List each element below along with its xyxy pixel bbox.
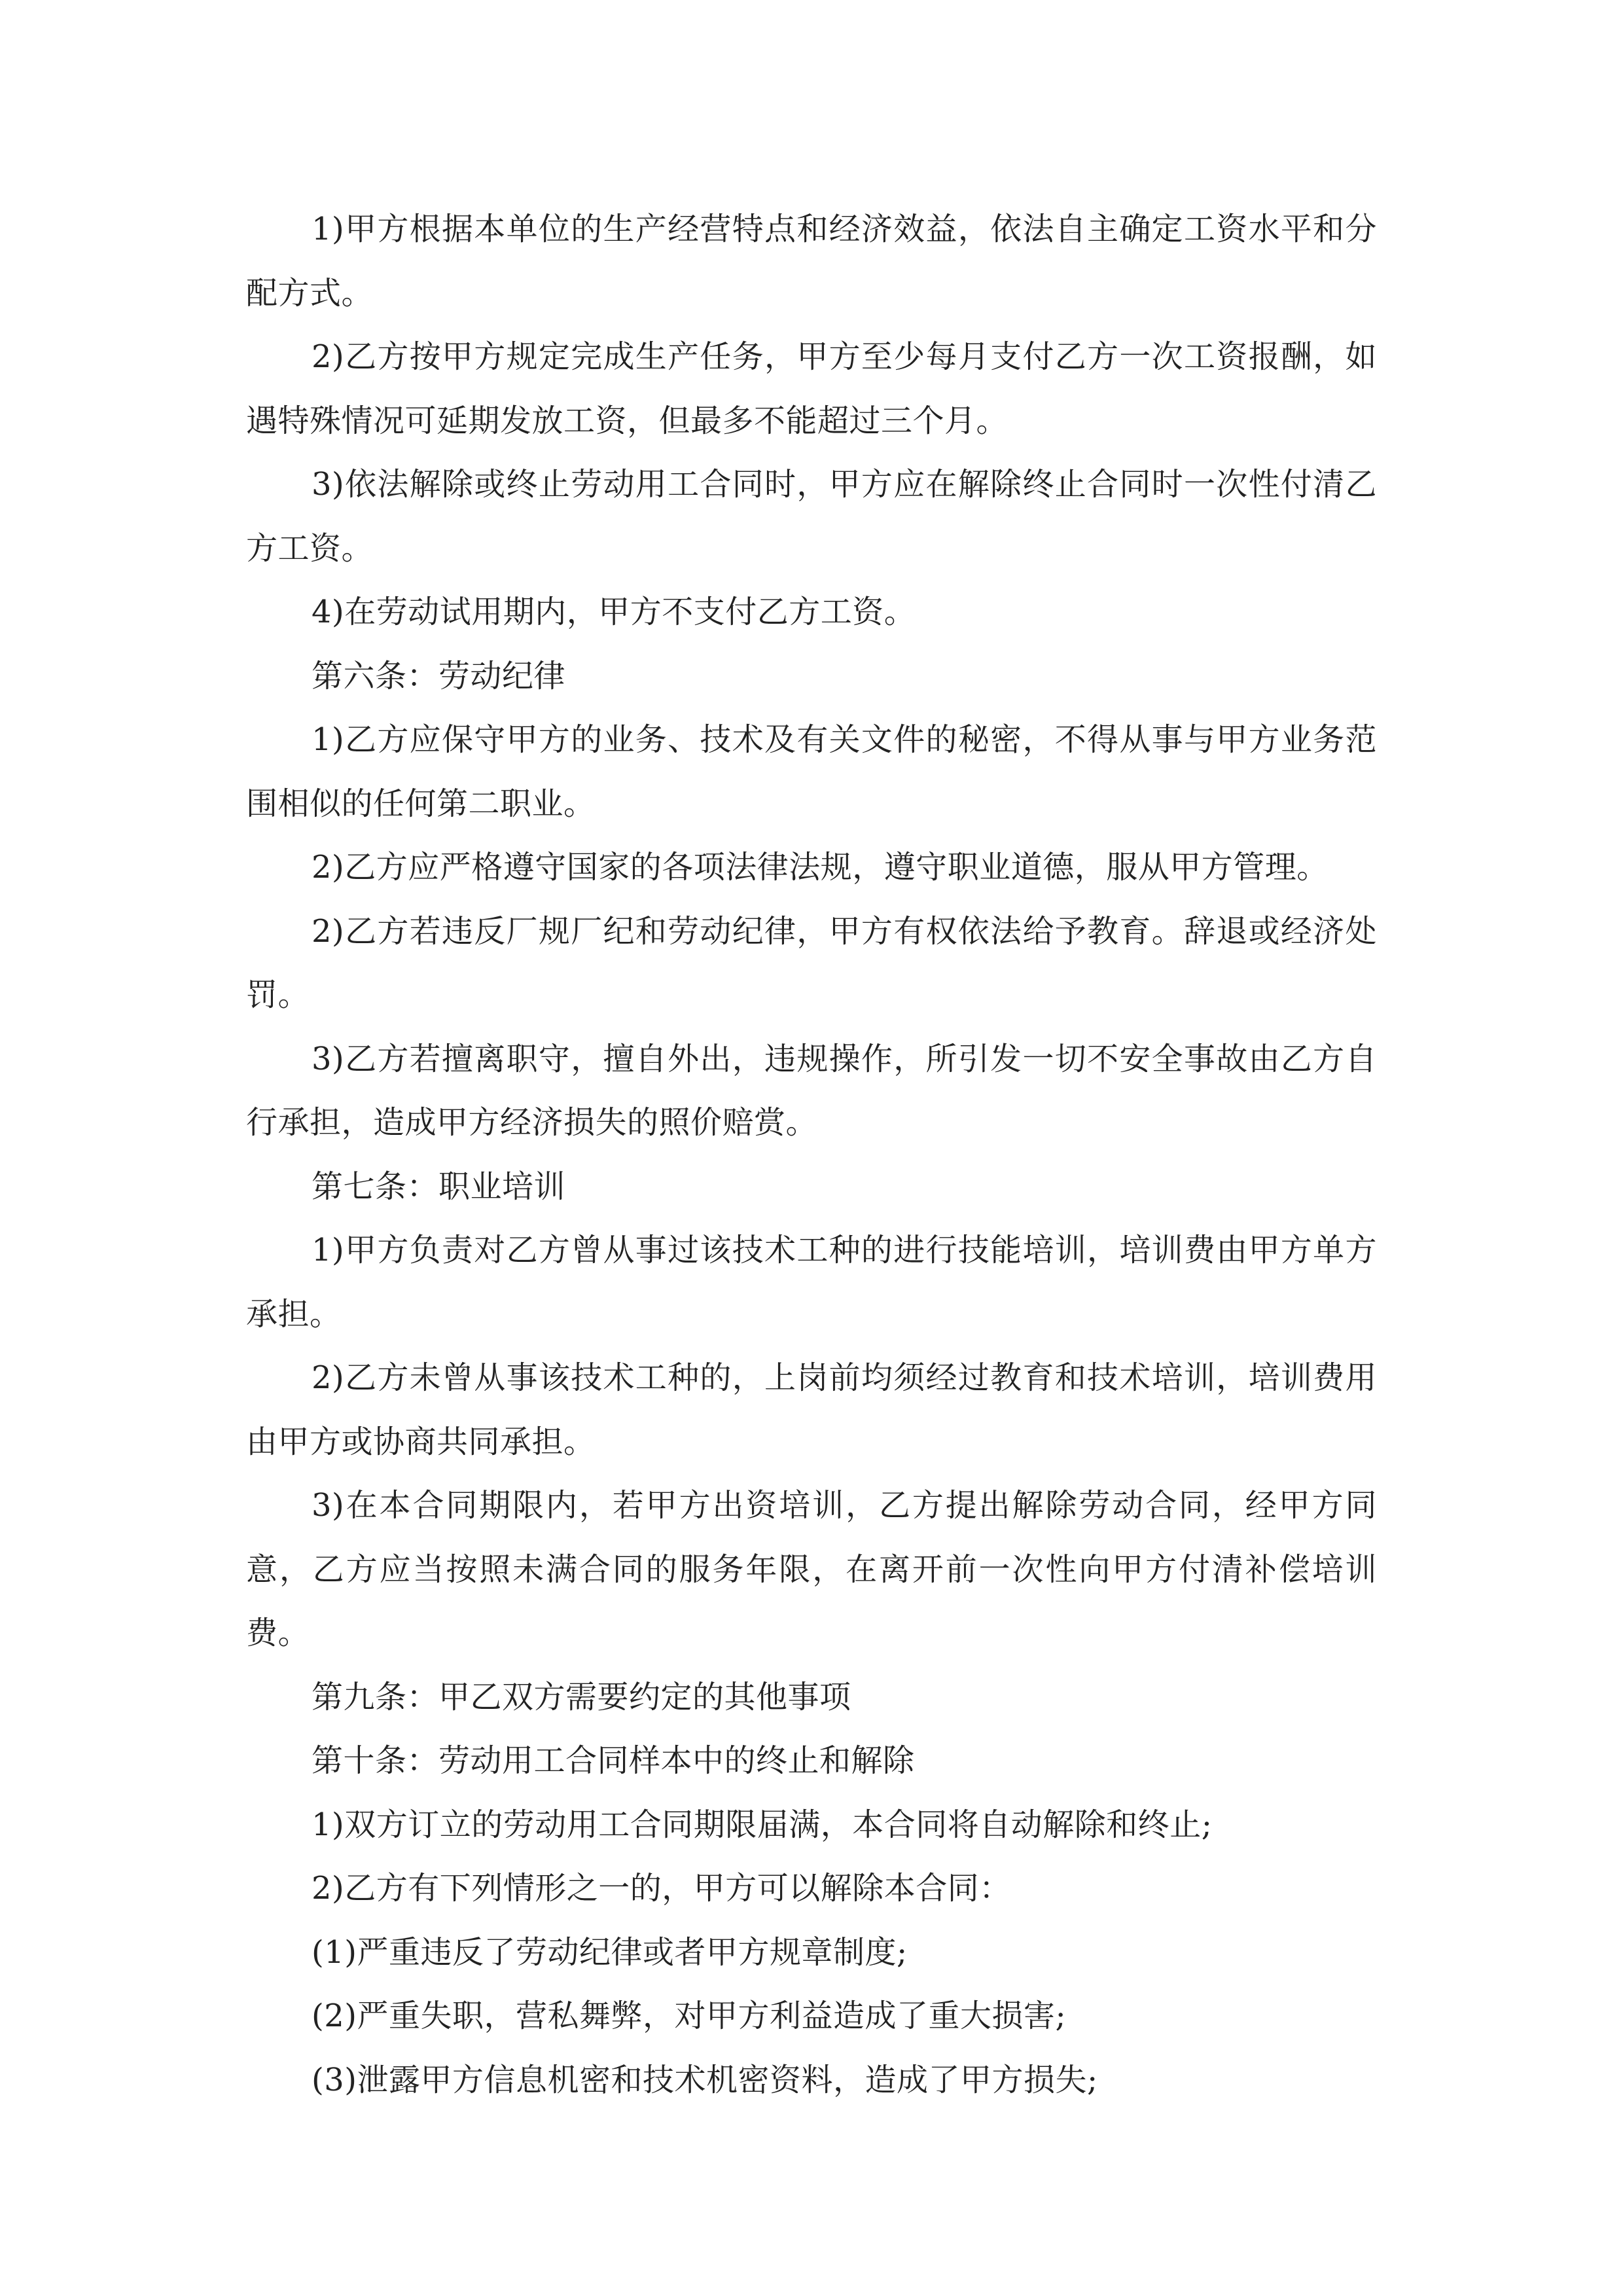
clause-contract-expiry: 1)双方订立的劳动用工合同期限届满，本合同将自动解除和终止; [312, 1806, 1213, 1843]
clause-confidentiality: 1)乙方应保守甲方的业务、技术及有关文件的秘密，不得从事与甲方业务范围相似的任何第二职业。 [246, 721, 1377, 822]
clause-termination-conditions: 2)乙方有下列情形之一的，甲方可以解除本合同： [312, 1870, 1011, 1907]
article-7-heading: 第七条：职业培训 [312, 1168, 566, 1205]
clause-wage-level: 1)甲方根据本单位的生产经营特点和经济效益，依法自主确定工资水平和分配方式。 [246, 211, 1377, 312]
clause-training-new: 2)乙方未曾从事该技术工种的，上岗前均须经过教育和技术培训，培训费用由甲方或协商共同承担。 [246, 1359, 1377, 1460]
condition-item-2: (2)严重失职，营私舞弊，对甲方利益造成了重大损害; [312, 1998, 1067, 2034]
clause-training-experienced: 1)甲方负责对乙方曾从事过该技术工种的进行技能培训，培训费由甲方单方承担。 [246, 1232, 1377, 1333]
clause-compliance: 2)乙方应严格遵守国家的各项法律法规，遵守职业道德，服从甲方管理。 [312, 849, 1329, 886]
document-body [246, 198, 1377, 2112]
condition-item-3: (3)泄露甲方信息机密和技术机密资料，造成了甲方损失; [312, 2061, 1098, 2098]
clause-absence-liability: 3)乙方若擅离职守，擅自外出，违规操作，所引发一切不安全事故由乙方自行承担，造成甲方经济损失的照价赔赏。 [246, 1040, 1377, 1141]
clause-training-compensation: 3)在本合同期限内，若甲方出资培训，乙方提出解除劳动合同，经甲方同意，乙方应当按照未满合同的服务年限，在离开前一次性向甲方付清补偿培训费。 [246, 1487, 1377, 1651]
clause-wage-settlement: 3)依法解除或终止劳动用工合同时，甲方应在解除终止合同时一次性付清乙方工资。 [246, 466, 1377, 567]
clause-probation-wage: 4)在劳动试用期内，甲方不支付乙方工资。 [312, 594, 916, 630]
condition-item-1: (1)严重违反了劳动纪律或者甲方规章制度; [312, 1933, 908, 1971]
clause-discipline-violation: 2)乙方若违反厂规厂纪和劳动纪律，甲方有权依法给予教育。辞退或经济处罚。 [246, 912, 1377, 1013]
article-6-heading: 第六条：劳动纪律 [312, 657, 566, 694]
article-10-heading: 第十条：劳动用工合同样本中的终止和解除 [312, 1742, 915, 1779]
article-9-heading: 第九条：甲乙双方需要约定的其他事项 [312, 1678, 851, 1715]
clause-wage-payment: 2)乙方按甲方规定完成生产任务，甲方至少每月支付乙方一次工资报酬，如遇特殊情况可延期发放工资，但最多不能超过三个月。 [246, 338, 1377, 439]
